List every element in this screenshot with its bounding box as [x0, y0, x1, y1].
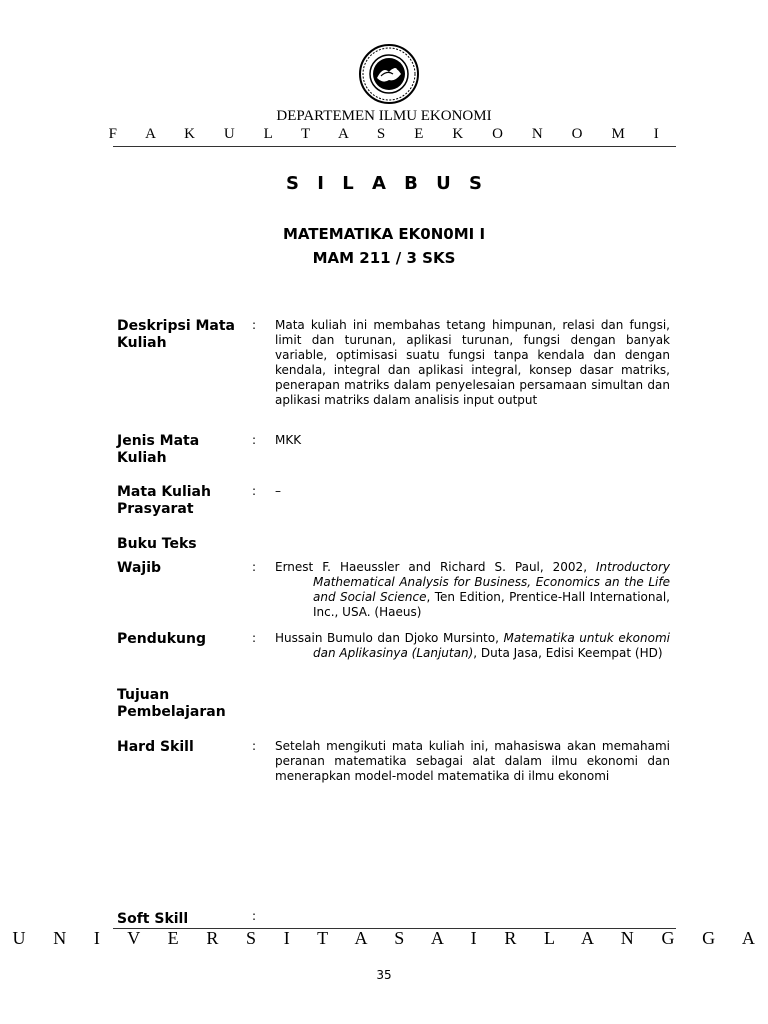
- wajib-label: Wajib: [117, 560, 162, 576]
- wajib-reference: [275, 560, 670, 620]
- prasyarat-label: Mata Kuliah Prasyarat: [117, 484, 211, 517]
- pendukung-label: Pendukung: [117, 631, 206, 647]
- wajib-authors: Ernest F. Haeussler and Richard S. Paul, 2002,: [275, 560, 596, 574]
- pendukung-colon: :: [252, 631, 257, 645]
- hard-skill-label: Hard Skill: [117, 739, 194, 755]
- course-title: MATEMATIKA EK0N0MI I: [282, 225, 486, 243]
- pendukung-book-title: Matematika untuk ekonomi dan Aplikasinya (Lanjutan): [313, 631, 670, 660]
- wajib-book-title: Introductory Mathematical Analysis for Business, Economics an the Life and Social Science: [313, 560, 670, 604]
- jenis-label: Jenis Mata Kuliah: [117, 433, 200, 466]
- deskripsi-value: Mata kuliah ini membahas tetang himpunan, relasi dan fungsi, limit dan turunan, aplikasi turunan, fungsi dengan banyak variable, optimisasi suatu fungsi tanpa kendala dan dengan kendala, integral dan aplikasi integral, konsep dasar matriks, penerapan matriks dalam penyelesaian persamaan simultan dan aplikasi matriks dalam analisis input output: [275, 318, 670, 407]
- prasyarat-colon: :: [252, 484, 257, 498]
- pendukung-reference: [275, 631, 670, 661]
- soft-skill-label: Soft Skill: [117, 911, 189, 927]
- pendukung-authors: Hussain Bumulo dan Djoko Mursinto,: [275, 631, 504, 645]
- page-number: 35: [376, 968, 392, 982]
- tujuan-label: Tujuan Pembelajaran: [117, 687, 226, 720]
- university-name: U N I V E R S I T A S A I R L A N G G A: [12, 928, 767, 948]
- wajib-publisher: , Ten Edition, Prentice-Hall International, Inc., USA. (Haeus): [313, 590, 670, 619]
- deskripsi-colon: :: [252, 318, 257, 332]
- soft-skill-colon: :: [252, 909, 257, 923]
- pendukung-publisher: , Duta Jasa, Edisi Keempat (HD): [473, 646, 663, 660]
- wajib-colon: :: [252, 560, 257, 574]
- hard-skill-value: Setelah mengikuti mata kuliah ini, mahasiswa akan memahami peranan matematika sebagai alat dalam ilmu ekonomi dan menerapkan model-model matematika di ilmu ekonomi: [275, 739, 670, 783]
- course-code: MAM 211 / 3 SKS: [312, 249, 456, 267]
- hard-skill-colon: :: [252, 739, 257, 753]
- faculty-name: F A K U L T A S E K O N O M I: [108, 126, 672, 142]
- deskripsi-label: Deskripsi Mata Kuliah: [117, 318, 236, 351]
- jenis-colon: :: [252, 433, 257, 447]
- department-name: DEPARTEMEN ILMU EKONOMI: [276, 108, 492, 124]
- buku-teks-label: Buku Teks: [117, 536, 197, 552]
- jenis-value: MKK: [275, 433, 302, 447]
- prasyarat-value: –: [275, 484, 281, 498]
- header-divider: [113, 146, 676, 147]
- document-title: S I L A B U S: [286, 173, 488, 194]
- university-seal-logo: [359, 44, 419, 104]
